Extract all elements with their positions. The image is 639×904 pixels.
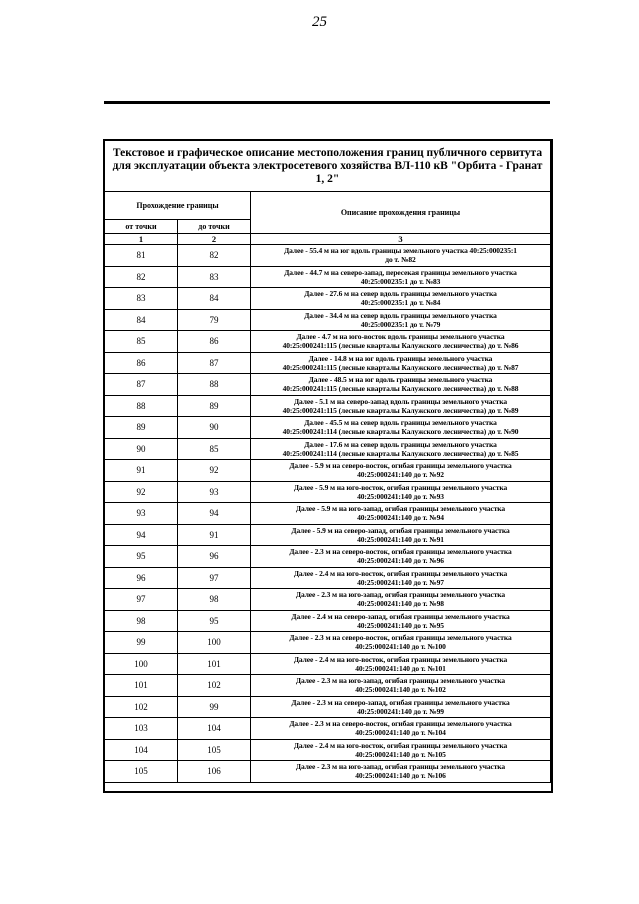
description-line-1: Далее - 2.4 м на юго-восток, огибая границы земельного участка bbox=[293, 740, 508, 750]
description-cell bbox=[251, 481, 551, 503]
table-row bbox=[105, 739, 551, 761]
to-point-cell: 86 bbox=[178, 331, 251, 353]
to-point-cell: 93 bbox=[178, 481, 251, 503]
description-line-2: 40:25:000241:140 до т. №99 bbox=[357, 706, 444, 716]
description-line-2: 40:25:000241:140 до т. №105 bbox=[355, 749, 446, 759]
from-point-cell: 105 bbox=[105, 761, 178, 783]
table-row bbox=[105, 546, 551, 568]
description-line-1: Далее - 45.5 м на север вдоль границы земельного участка bbox=[304, 418, 497, 428]
to-point-cell: 87 bbox=[178, 352, 251, 374]
header-rule bbox=[104, 101, 550, 104]
description-line-2: 40:25:000241:114 (лесные кварталы Калужского лесничества) до т. №85 bbox=[282, 448, 519, 458]
description-line-1: Далее - 2.3 м на северо-запад, огибая границы земельного участка bbox=[291, 697, 510, 707]
from-point-cell: 88 bbox=[105, 395, 178, 417]
from-point-cell: 84 bbox=[105, 309, 178, 331]
description-line-2: 40:25:000235:1 до т. №79 bbox=[360, 319, 441, 329]
description-line-1: Далее - 2.4 м на северо-запад, огибая границы земельного участка bbox=[291, 611, 510, 621]
description-cell bbox=[251, 632, 551, 654]
to-point-cell: 101 bbox=[178, 653, 251, 675]
from-point-cell: 82 bbox=[105, 266, 178, 288]
description-cell bbox=[251, 309, 551, 331]
description-cell bbox=[251, 675, 551, 697]
to-point-cell: 82 bbox=[178, 245, 251, 267]
description-line-1: Далее - 2.3 м на северо-восток, огибая границы земельного участка bbox=[289, 719, 512, 729]
to-point-cell: 95 bbox=[178, 610, 251, 632]
description-line-1: Далее - 48.5 м на юг вдоль границы земельного участка bbox=[308, 375, 493, 385]
description-cell bbox=[251, 374, 551, 396]
from-point-header: от точки bbox=[105, 220, 178, 234]
from-point-cell: 101 bbox=[105, 675, 178, 697]
table-row bbox=[105, 460, 551, 482]
description-cell bbox=[251, 761, 551, 783]
description-line-1: Далее - 2.3 м на юго-запад, огибая границы земельного участка bbox=[295, 762, 506, 772]
from-point-cell: 92 bbox=[105, 481, 178, 503]
description-line-1: Далее - 2.3 м на северо-восток, огибая границы земельного участка bbox=[289, 547, 512, 557]
table-title: Текстовое и графическое описание местоположения границ публичного сервитута для эксплуатации объекта электросетевого хозяйства ВЛ-110 кВ "Орбита - Гранат 1, 2" bbox=[105, 141, 551, 192]
description-line-1: Далее - 5.9 м на юго-запад, огибая границы земельного участка bbox=[295, 504, 506, 514]
to-point-cell: 83 bbox=[178, 266, 251, 288]
from-point-cell: 90 bbox=[105, 438, 178, 460]
header-row-1 bbox=[105, 192, 551, 220]
table-row bbox=[105, 610, 551, 632]
to-point-cell: 79 bbox=[178, 309, 251, 331]
description-line-1: Далее - 2.4 м на юго-восток, огибая границы земельного участка bbox=[293, 654, 508, 664]
table-row bbox=[105, 524, 551, 546]
from-point-cell: 104 bbox=[105, 739, 178, 761]
description-line-2: 40:25:000241:115 (лесные кварталы Калужского лесничества) до т. №87 bbox=[282, 362, 519, 372]
description-line-1: Далее - 34.4 м на север вдоль границы земельного участка bbox=[304, 310, 497, 320]
to-point-cell: 94 bbox=[178, 503, 251, 525]
description-line-2: 40:25:000241:140 до т. №98 bbox=[357, 599, 444, 609]
table-row bbox=[105, 352, 551, 374]
description-line-1: Далее - 5.9 м на юго-восток, огибая границы земельного участка bbox=[293, 482, 508, 492]
from-point-cell: 100 bbox=[105, 653, 178, 675]
table-row bbox=[105, 331, 551, 353]
description-line-2: 40:25:000241:140 до т. №106 bbox=[355, 771, 446, 781]
description-line-1: Далее - 55.4 м на юг вдоль границы земельного участка 40:25:000235:1 bbox=[284, 246, 517, 256]
description-line-2: 40:25:000241:140 до т. №101 bbox=[355, 663, 446, 673]
description-line-1: Далее - 4.7 м на юго-восток вдоль границы земельного участка bbox=[296, 332, 505, 342]
description-cell bbox=[251, 460, 551, 482]
from-point-cell: 87 bbox=[105, 374, 178, 396]
description-line-2: 40:25:000241:140 до т. №104 bbox=[355, 728, 446, 738]
description-cell bbox=[251, 739, 551, 761]
to-point-cell: 85 bbox=[178, 438, 251, 460]
description-cell bbox=[251, 610, 551, 632]
description-line-1: Далее - 17.6 м на север вдоль границы земельного участка bbox=[304, 439, 497, 449]
table-row bbox=[105, 675, 551, 697]
to-point-cell: 102 bbox=[178, 675, 251, 697]
description-line-1: Далее - 5.1 м на северо-запад вдоль границы земельного участка bbox=[294, 396, 507, 406]
description-cell bbox=[251, 589, 551, 611]
table-row bbox=[105, 718, 551, 740]
description-line-2: 40:25:000241:140 до т. №95 bbox=[357, 620, 444, 630]
to-point-cell: 90 bbox=[178, 417, 251, 439]
description-line-2: 40:25:000241:115 (лесные кварталы Калужского лесничества) до т. №89 bbox=[282, 405, 519, 415]
to-point-cell: 105 bbox=[178, 739, 251, 761]
table-row bbox=[105, 374, 551, 396]
description-line-2: 40:25:000241:140 до т. №100 bbox=[355, 642, 446, 652]
table-row bbox=[105, 632, 551, 654]
from-point-cell: 81 bbox=[105, 245, 178, 267]
description-cell bbox=[251, 503, 551, 525]
to-point-cell: 92 bbox=[178, 460, 251, 482]
description-line-1: Далее - 27.6 м на север вдоль границы земельного участка bbox=[304, 289, 497, 299]
table-row bbox=[105, 653, 551, 675]
description-line-2: до т. №82 bbox=[385, 255, 416, 265]
description-cell bbox=[251, 567, 551, 589]
from-point-cell: 85 bbox=[105, 331, 178, 353]
from-point-cell: 98 bbox=[105, 610, 178, 632]
description-line-1: Далее - 5.9 м на северо-запад, огибая границы земельного участка bbox=[291, 525, 510, 535]
page-number: 25 bbox=[312, 14, 327, 30]
description-cell bbox=[251, 546, 551, 568]
boundary-table bbox=[104, 140, 551, 783]
to-point-cell: 84 bbox=[178, 288, 251, 310]
description-cell bbox=[251, 395, 551, 417]
from-point-cell: 94 bbox=[105, 524, 178, 546]
from-point-cell: 86 bbox=[105, 352, 178, 374]
column-number-row bbox=[105, 234, 551, 245]
column-number: 1 bbox=[105, 234, 178, 245]
description-line-2: 40:25:000235:1 до т. №83 bbox=[360, 276, 441, 286]
description-line-1: Далее - 5.9 м на северо-восток, огибая границы земельного участка bbox=[289, 461, 512, 471]
table-row bbox=[105, 245, 551, 267]
description-cell bbox=[251, 352, 551, 374]
description-line-2: 40:25:000241:140 до т. №92 bbox=[357, 470, 444, 480]
table-row bbox=[105, 589, 551, 611]
to-point-cell: 97 bbox=[178, 567, 251, 589]
description-cell bbox=[251, 288, 551, 310]
table-row bbox=[105, 503, 551, 525]
column-number: 2 bbox=[178, 234, 251, 245]
table-row bbox=[105, 309, 551, 331]
table-row bbox=[105, 288, 551, 310]
description-line-2: 40:25:000241:140 до т. №93 bbox=[357, 491, 444, 501]
to-point-cell: 88 bbox=[178, 374, 251, 396]
description-line-2: 40:25:000241:115 (лесные кварталы Калужского лесничества) до т. №86 bbox=[282, 341, 519, 351]
to-point-cell: 89 bbox=[178, 395, 251, 417]
table-row bbox=[105, 395, 551, 417]
description-cell bbox=[251, 245, 551, 267]
description-cell bbox=[251, 266, 551, 288]
to-point-cell: 100 bbox=[178, 632, 251, 654]
description-cell bbox=[251, 653, 551, 675]
to-point-cell: 91 bbox=[178, 524, 251, 546]
description-cell bbox=[251, 438, 551, 460]
table-row bbox=[105, 266, 551, 288]
to-point-cell: 104 bbox=[178, 718, 251, 740]
from-point-cell: 93 bbox=[105, 503, 178, 525]
from-point-cell: 95 bbox=[105, 546, 178, 568]
description-cell bbox=[251, 718, 551, 740]
description-line-2: 40:25:000241:114 (лесные кварталы Калужского лесничества) до т. №90 bbox=[282, 427, 519, 437]
table-row bbox=[105, 696, 551, 718]
to-point-cell: 99 bbox=[178, 696, 251, 718]
from-point-cell: 91 bbox=[105, 460, 178, 482]
description-header: Описание прохождения границы bbox=[251, 192, 551, 234]
description-line-2: 40:25:000241:140 до т. №96 bbox=[357, 556, 444, 566]
column-number: 3 bbox=[251, 234, 551, 245]
to-point-cell: 96 bbox=[178, 546, 251, 568]
passage-header: Прохождение границы bbox=[105, 192, 251, 220]
description-cell bbox=[251, 696, 551, 718]
description-cell bbox=[251, 331, 551, 353]
from-point-cell: 97 bbox=[105, 589, 178, 611]
description-line-1: Далее - 2.3 м на северо-восток, огибая границы земельного участка bbox=[289, 633, 512, 643]
description-line-2: 40:25:000241:140 до т. №94 bbox=[357, 513, 444, 523]
from-point-cell: 102 bbox=[105, 696, 178, 718]
table-row bbox=[105, 567, 551, 589]
description-cell bbox=[251, 417, 551, 439]
description-line-2: 40:25:000241:140 до т. №97 bbox=[357, 577, 444, 587]
table-row bbox=[105, 481, 551, 503]
description-line-1: Далее - 14.8 м на юг вдоль границы земельного участка bbox=[308, 353, 493, 363]
from-point-cell: 96 bbox=[105, 567, 178, 589]
table-row bbox=[105, 438, 551, 460]
from-point-cell: 99 bbox=[105, 632, 178, 654]
description-line-1: Далее - 2.3 м на юго-запад, огибая границы земельного участка bbox=[295, 590, 506, 600]
description-line-2: 40:25:000241:140 до т. №102 bbox=[355, 685, 446, 695]
title-row bbox=[105, 141, 551, 192]
description-cell bbox=[251, 524, 551, 546]
table-row bbox=[105, 761, 551, 783]
description-line-2: 40:25:000235:1 до т. №84 bbox=[360, 298, 441, 308]
to-point-cell: 106 bbox=[178, 761, 251, 783]
description-line-2: 40:25:000241:115 (лесные кварталы Калужского лесничества) до т. №88 bbox=[282, 384, 519, 394]
description-line-2: 40:25:000241:140 до т. №91 bbox=[357, 534, 444, 544]
to-point-header: до точки bbox=[178, 220, 251, 234]
to-point-cell: 98 bbox=[178, 589, 251, 611]
table-row bbox=[105, 417, 551, 439]
from-point-cell: 89 bbox=[105, 417, 178, 439]
description-line-1: Далее - 2.4 м на юго-восток, огибая границы земельного участка bbox=[293, 568, 508, 578]
from-point-cell: 103 bbox=[105, 718, 178, 740]
description-line-1: Далее - 44.7 м на северо-запад, пересекая границы земельного участка bbox=[284, 267, 517, 277]
from-point-cell: 83 bbox=[105, 288, 178, 310]
description-line-1: Далее - 2.3 м на юго-запад, огибая границы земельного участка bbox=[295, 676, 506, 686]
